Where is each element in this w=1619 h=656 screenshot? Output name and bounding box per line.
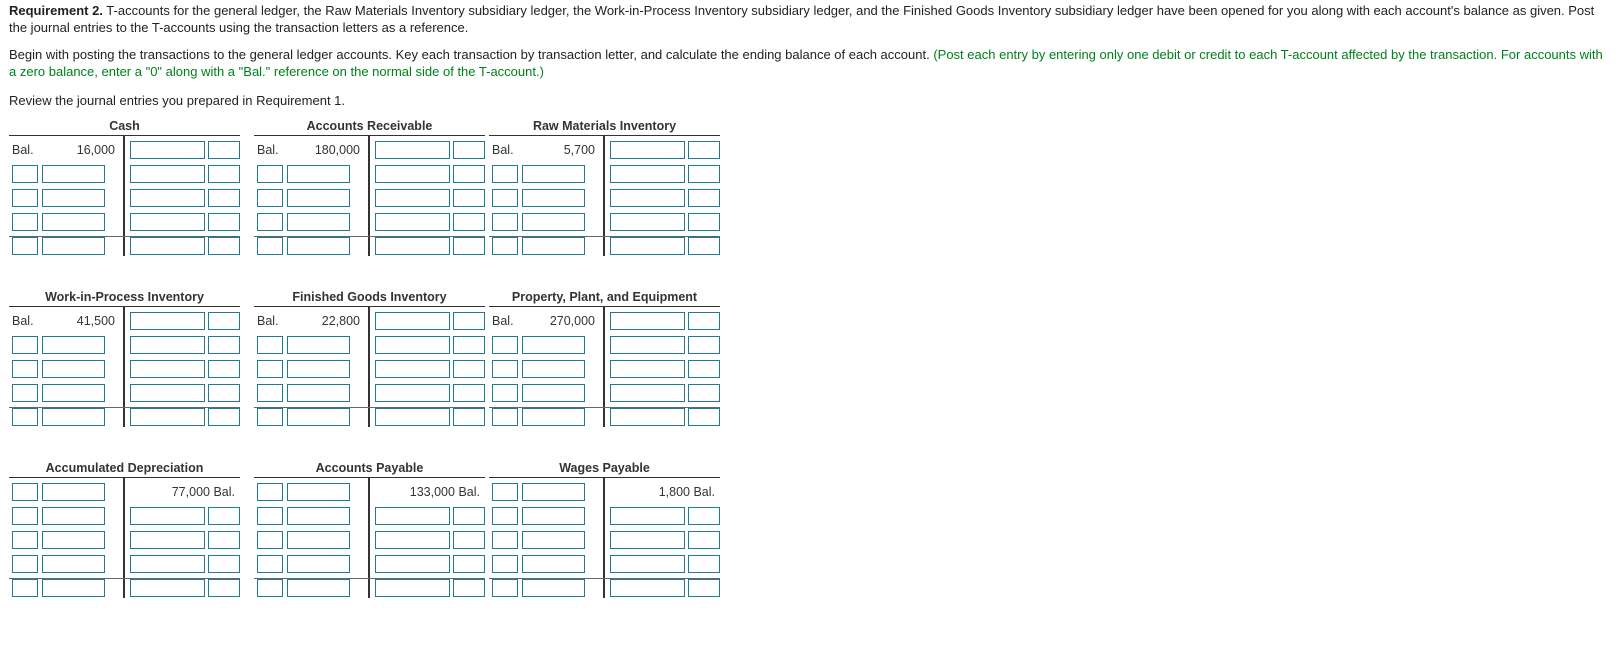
review-text: Review the journal entries you prepared in Requirement 1. <box>9 93 346 108</box>
credit-ref-input[interactable] <box>453 408 485 426</box>
entry-row <box>9 141 240 163</box>
debit-ref-input[interactable] <box>12 360 38 378</box>
balance-label: Bal. <box>12 143 34 157</box>
beginning-balance <box>370 485 480 499</box>
credit-ref-input[interactable] <box>688 555 720 573</box>
beginning-balance: 180,000 <box>314 143 360 157</box>
debit-ref-input[interactable] <box>257 213 283 231</box>
beginning-balance: 16,000 <box>76 143 115 157</box>
entry-row <box>489 507 720 529</box>
ending-balance-row <box>9 408 240 430</box>
debit-amount-input[interactable] <box>42 579 105 597</box>
debit-ref-input[interactable] <box>257 237 283 255</box>
credit-ref-input[interactable] <box>453 213 485 231</box>
debit-amount-input[interactable] <box>522 213 585 231</box>
credit-ref-input[interactable] <box>208 531 240 549</box>
requirement-text: T-accounts for the general ledger, the Raw Materials Inventory subsidiary ledger, the Work-in-Process Inventory subsidiary ledger, and the Finished Goods Inventory subsidiary ledger have been opened for you along with each account's balance as given. Post the journal entries to the T-accounts using the transaction letters as a reference. <box>9 3 1595 35</box>
entry-row <box>254 531 485 553</box>
debit-ref-input[interactable] <box>12 189 38 207</box>
debit-amount-input[interactable] <box>522 555 585 573</box>
credit-amount-input[interactable] <box>375 360 450 378</box>
debit-amount-input[interactable] <box>287 360 350 378</box>
entry-row <box>254 213 485 235</box>
credit-amount-input[interactable] <box>130 555 205 573</box>
balance-label: Bal. <box>257 314 279 328</box>
credit-amount-input[interactable] <box>375 384 450 402</box>
debit-ref-input[interactable] <box>257 336 283 354</box>
entry-row <box>254 165 485 187</box>
balance-label: Bal. <box>213 485 235 499</box>
debit-ref-input[interactable] <box>492 555 518 573</box>
credit-ref-input[interactable] <box>208 165 240 183</box>
debit-ref-input[interactable] <box>257 579 283 597</box>
credit-amount-input[interactable] <box>375 336 450 354</box>
entry-row <box>9 483 240 505</box>
debit-amount-input[interactable] <box>287 165 350 183</box>
debit-amount-input[interactable] <box>42 360 105 378</box>
credit-amount-input[interactable] <box>610 165 685 183</box>
debit-amount-input[interactable] <box>287 336 350 354</box>
credit-ref-input[interactable] <box>453 189 485 207</box>
credit-amount-input[interactable] <box>610 579 685 597</box>
entry-row <box>254 336 485 358</box>
credit-ref-input[interactable] <box>208 507 240 525</box>
debit-ref-input[interactable] <box>12 483 38 501</box>
debit-ref-input[interactable] <box>492 531 518 549</box>
entry-row <box>489 312 720 334</box>
debit-ref-input[interactable] <box>12 213 38 231</box>
credit-ref-input[interactable] <box>208 360 240 378</box>
ending-balance-row <box>254 237 485 259</box>
credit-amount-input[interactable] <box>610 555 685 573</box>
debit-ref-input[interactable] <box>492 483 518 501</box>
entry-row <box>254 312 485 334</box>
entry-row <box>254 384 485 406</box>
credit-amount-input[interactable] <box>375 555 450 573</box>
debit-ref-input[interactable] <box>492 507 518 525</box>
credit-amount-input[interactable] <box>130 360 205 378</box>
debit-ref-input[interactable] <box>492 336 518 354</box>
debit-amount-input[interactable] <box>522 531 585 549</box>
credit-amount-input[interactable] <box>610 213 685 231</box>
debit-ref-input[interactable] <box>492 237 518 255</box>
credit-ref-input[interactable] <box>453 579 485 597</box>
debit-ref-input[interactable] <box>12 507 38 525</box>
credit-amount-input[interactable] <box>610 531 685 549</box>
debit-amount-input[interactable] <box>42 483 105 501</box>
debit-ref-input[interactable] <box>492 408 518 426</box>
ending-balance-row <box>254 579 485 601</box>
credit-ref-input[interactable] <box>688 312 720 330</box>
credit-amount-input[interactable] <box>130 237 205 255</box>
entry-row <box>489 189 720 211</box>
credit-amount-input[interactable] <box>130 312 205 330</box>
debit-amount-input[interactable] <box>287 189 350 207</box>
credit-amount-input[interactable] <box>610 141 685 159</box>
credit-ref-input[interactable] <box>208 336 240 354</box>
credit-amount-input[interactable] <box>610 360 685 378</box>
debit-ref-input[interactable] <box>492 213 518 231</box>
balance-value: 1,800 <box>658 485 690 499</box>
credit-amount-input[interactable] <box>130 165 205 183</box>
posting-instructions <box>9 46 1609 80</box>
debit-amount-input[interactable] <box>42 336 105 354</box>
ending-balance-row <box>489 408 720 430</box>
credit-ref-input[interactable] <box>208 312 240 330</box>
credit-amount-input[interactable] <box>375 408 450 426</box>
credit-amount-input[interactable] <box>375 531 450 549</box>
credit-ref-input[interactable] <box>453 384 485 402</box>
debit-amount-input[interactable] <box>522 408 585 426</box>
debit-amount-input[interactable] <box>287 384 350 402</box>
ending-balance-row <box>9 237 240 259</box>
beginning-balance <box>125 485 235 499</box>
debit-ref-input[interactable] <box>257 531 283 549</box>
debit-ref-input[interactable] <box>257 555 283 573</box>
entry-row <box>489 360 720 382</box>
debit-amount-input[interactable] <box>42 237 105 255</box>
debit-amount-input[interactable] <box>287 555 350 573</box>
begin-text: Begin with posting the transactions to the general ledger accounts. Key each transaction by transaction letter, and calculate the ending balance of each account. <box>9 47 934 62</box>
debit-amount-input[interactable] <box>287 579 350 597</box>
debit-amount-input[interactable] <box>522 189 585 207</box>
credit-amount-input[interactable] <box>375 165 450 183</box>
debit-amount-input[interactable] <box>42 555 105 573</box>
entry-row <box>9 312 240 334</box>
credit-ref-input[interactable] <box>208 189 240 207</box>
credit-ref-input[interactable] <box>688 360 720 378</box>
t-account-title: Work-in-Process Inventory <box>45 290 204 304</box>
t-account-title: Cash <box>109 119 140 133</box>
credit-amount-input[interactable] <box>610 384 685 402</box>
entry-row <box>489 165 720 187</box>
ending-balance-row <box>489 579 720 601</box>
entry-row <box>254 555 485 577</box>
debit-amount-input[interactable] <box>42 213 105 231</box>
credit-ref-input[interactable] <box>208 579 240 597</box>
debit-ref-input[interactable] <box>492 360 518 378</box>
credit-ref-input[interactable] <box>453 312 485 330</box>
credit-amount-input[interactable] <box>130 141 205 159</box>
entry-row <box>254 507 485 529</box>
ending-balance-row <box>489 237 720 259</box>
entry-row <box>254 360 485 382</box>
debit-ref-input[interactable] <box>12 237 38 255</box>
credit-amount-input[interactable] <box>375 579 450 597</box>
entry-row <box>9 555 240 577</box>
balance-label: Bal. <box>492 143 514 157</box>
debit-ref-input[interactable] <box>492 384 518 402</box>
credit-amount-input[interactable] <box>375 189 450 207</box>
credit-ref-input[interactable] <box>688 189 720 207</box>
credit-ref-input[interactable] <box>208 237 240 255</box>
credit-ref-input[interactable] <box>688 213 720 231</box>
debit-amount-input[interactable] <box>522 507 585 525</box>
entry-row <box>9 189 240 211</box>
credit-amount-input[interactable] <box>130 336 205 354</box>
debit-ref-input[interactable] <box>257 408 283 426</box>
entry-row <box>9 507 240 529</box>
credit-ref-input[interactable] <box>688 579 720 597</box>
debit-ref-input[interactable] <box>257 189 283 207</box>
debit-amount-input[interactable] <box>522 483 585 501</box>
entry-row <box>489 384 720 406</box>
entry-row <box>254 189 485 211</box>
credit-ref-input[interactable] <box>453 237 485 255</box>
debit-ref-input[interactable] <box>492 165 518 183</box>
credit-ref-input[interactable] <box>688 507 720 525</box>
entry-row <box>9 213 240 235</box>
beginning-balance: 270,000 <box>549 314 595 328</box>
debit-ref-input[interactable] <box>12 165 38 183</box>
debit-amount-input[interactable] <box>42 507 105 525</box>
t-account-title: Accounts Payable <box>315 461 424 475</box>
credit-amount-input[interactable] <box>610 507 685 525</box>
debit-amount-input[interactable] <box>522 237 585 255</box>
entry-row <box>9 165 240 187</box>
t-account-title: Property, Plant, and Equipment <box>511 290 698 304</box>
debit-ref-input[interactable] <box>12 531 38 549</box>
credit-amount-input[interactable] <box>375 213 450 231</box>
credit-amount-input[interactable] <box>610 408 685 426</box>
credit-ref-input[interactable] <box>453 531 485 549</box>
credit-ref-input[interactable] <box>453 360 485 378</box>
debit-amount-input[interactable] <box>287 483 350 501</box>
balance-value: 133,000 <box>409 485 455 499</box>
posting-note: (Post each entry by entering only one debit or credit to each T-account affected by the transaction. For accounts with a zero balance, enter a "0" along with a "Bal." reference on the normal side of the T-account.) <box>9 47 1603 79</box>
credit-amount-input[interactable] <box>610 189 685 207</box>
credit-ref-input[interactable] <box>688 408 720 426</box>
credit-ref-input[interactable] <box>453 141 485 159</box>
credit-ref-input[interactable] <box>688 384 720 402</box>
debit-amount-input[interactable] <box>287 507 350 525</box>
entry-row <box>254 483 485 505</box>
balance-label: Bal. <box>12 314 34 328</box>
debit-amount-input[interactable] <box>522 384 585 402</box>
credit-ref-input[interactable] <box>688 165 720 183</box>
credit-amount-input[interactable] <box>130 531 205 549</box>
balance-label: Bal. <box>257 143 279 157</box>
credit-amount-input[interactable] <box>375 237 450 255</box>
credit-ref-input[interactable] <box>208 408 240 426</box>
credit-ref-input[interactable] <box>453 336 485 354</box>
debit-ref-input[interactable] <box>257 360 283 378</box>
debit-amount-input[interactable] <box>42 189 105 207</box>
entry-row <box>489 336 720 358</box>
debit-amount-input[interactable] <box>287 237 350 255</box>
debit-ref-input[interactable] <box>257 384 283 402</box>
credit-ref-input[interactable] <box>208 384 240 402</box>
credit-ref-input[interactable] <box>208 555 240 573</box>
ending-balance-row <box>9 579 240 601</box>
credit-amount-input[interactable] <box>130 507 205 525</box>
beginning-balance: 22,800 <box>321 314 360 328</box>
debit-amount-input[interactable] <box>522 360 585 378</box>
credit-ref-input[interactable] <box>453 165 485 183</box>
credit-amount-input[interactable] <box>375 507 450 525</box>
debit-amount-input[interactable] <box>522 336 585 354</box>
debit-ref-input[interactable] <box>12 555 38 573</box>
credit-amount-input[interactable] <box>610 312 685 330</box>
credit-amount-input[interactable] <box>130 408 205 426</box>
t-account-title: Wages Payable <box>559 461 650 475</box>
credit-amount-input[interactable] <box>130 579 205 597</box>
t-account-title: Raw Materials Inventory <box>532 119 677 133</box>
ending-balance-row <box>254 408 485 430</box>
credit-ref-input[interactable] <box>208 141 240 159</box>
balance-label: Bal. <box>492 314 514 328</box>
credit-ref-input[interactable] <box>688 336 720 354</box>
credit-amount-input[interactable] <box>610 336 685 354</box>
debit-ref-input[interactable] <box>257 507 283 525</box>
entry-row <box>9 384 240 406</box>
entry-row <box>489 141 720 163</box>
entry-row <box>9 531 240 553</box>
debit-ref-input[interactable] <box>12 384 38 402</box>
credit-amount-input[interactable] <box>375 312 450 330</box>
t-account-title: Accounts Receivable <box>306 119 433 133</box>
credit-amount-input[interactable] <box>375 141 450 159</box>
debit-amount-input[interactable] <box>42 384 105 402</box>
debit-ref-input[interactable] <box>12 336 38 354</box>
balance-label: Bal. <box>458 485 480 499</box>
requirement-paragraph <box>9 2 1609 36</box>
debit-ref-input[interactable] <box>12 408 38 426</box>
debit-ref-input[interactable] <box>257 483 283 501</box>
credit-ref-input[interactable] <box>453 555 485 573</box>
beginning-balance: 5,700 <box>563 143 595 157</box>
entry-row <box>9 360 240 382</box>
debit-amount-input[interactable] <box>42 408 105 426</box>
entry-row <box>254 141 485 163</box>
credit-ref-input[interactable] <box>208 213 240 231</box>
credit-ref-input[interactable] <box>688 237 720 255</box>
balance-label: Bal. <box>693 485 715 499</box>
debit-ref-input[interactable] <box>492 189 518 207</box>
debit-ref-input[interactable] <box>257 165 283 183</box>
debit-amount-input[interactable] <box>522 579 585 597</box>
entry-row <box>489 555 720 577</box>
credit-amount-input[interactable] <box>130 213 205 231</box>
debit-amount-input[interactable] <box>287 531 350 549</box>
debit-amount-input[interactable] <box>287 408 350 426</box>
entry-row <box>9 336 240 358</box>
credit-ref-input[interactable] <box>688 531 720 549</box>
t-account-title: Accumulated Depreciation <box>45 461 204 475</box>
credit-amount-input[interactable] <box>610 237 685 255</box>
debit-amount-input[interactable] <box>522 165 585 183</box>
t-account-title: Finished Goods Inventory <box>292 290 447 304</box>
entry-row <box>489 213 720 235</box>
credit-ref-input[interactable] <box>453 507 485 525</box>
debit-ref-input[interactable] <box>12 579 38 597</box>
debit-amount-input[interactable] <box>287 213 350 231</box>
entry-row <box>489 531 720 553</box>
beginning-balance <box>605 485 715 499</box>
credit-amount-input[interactable] <box>130 384 205 402</box>
credit-amount-input[interactable] <box>130 189 205 207</box>
requirement-label: Requirement 2. <box>9 3 103 18</box>
debit-amount-input[interactable] <box>42 165 105 183</box>
beginning-balance: 41,500 <box>76 314 115 328</box>
entry-row <box>489 483 720 505</box>
balance-value: 77,000 <box>171 485 210 499</box>
debit-amount-input[interactable] <box>42 531 105 549</box>
credit-ref-input[interactable] <box>688 141 720 159</box>
debit-ref-input[interactable] <box>492 579 518 597</box>
